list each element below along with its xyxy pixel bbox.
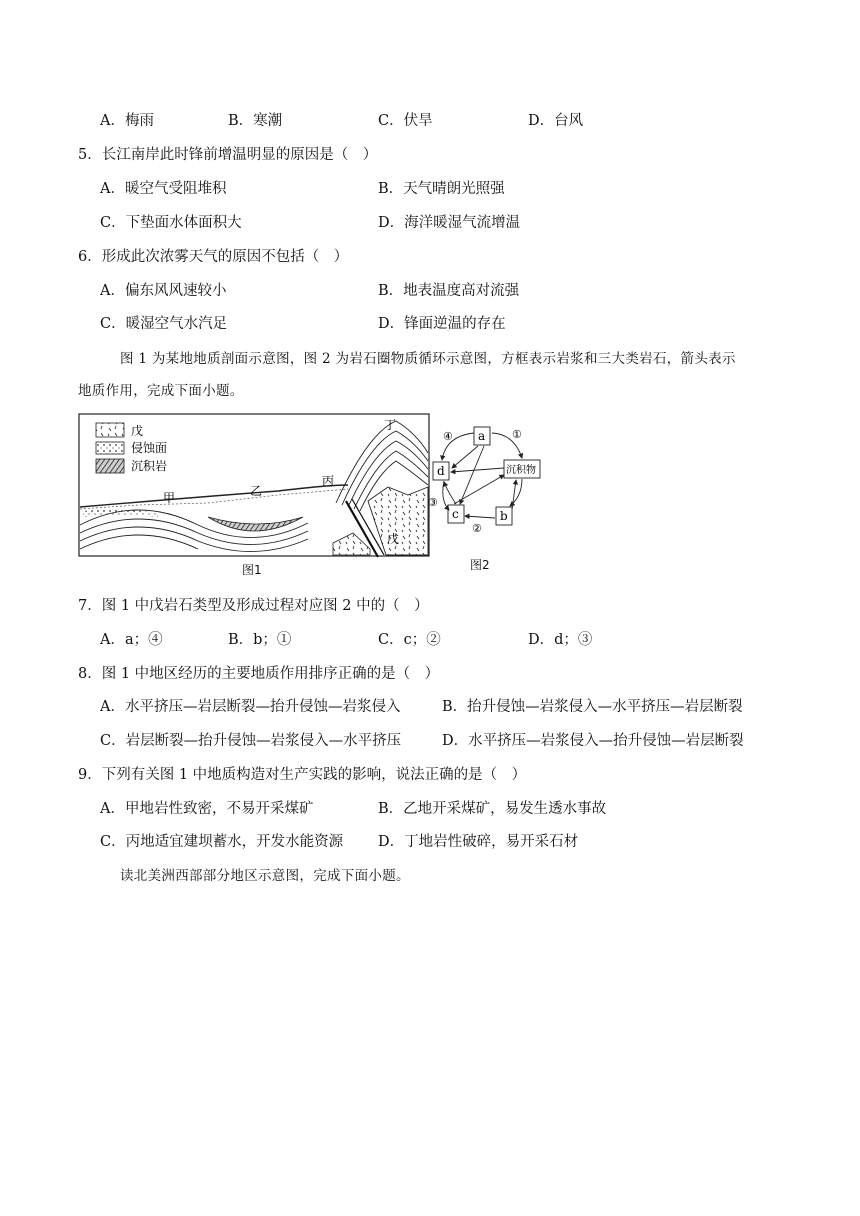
- q7-option-d: D．d；③: [528, 632, 593, 648]
- label-wu: 戊: [387, 532, 400, 546]
- q6-option-a: A．偏东风风速较小: [100, 283, 227, 299]
- intro-line-2: 地质作用，完成下面小题。: [78, 383, 244, 399]
- q8-option-a: A．水平挤压—岩层断裂—抬升侵蚀—岩浆侵入: [100, 699, 401, 715]
- box-c: c: [452, 507, 459, 521]
- q6-stem: 6．形成此次浓雾天气的原因不包括（ ）: [78, 249, 349, 265]
- box-a: a: [478, 429, 486, 443]
- q7-option-c: C．c；②: [378, 632, 441, 648]
- box-b: b: [500, 509, 508, 523]
- q7-option-a: A．a；④: [100, 632, 163, 648]
- legend-sedimentary: 沉积岩: [131, 459, 168, 473]
- q6-option-c: C．暖湿空气水汽足: [100, 316, 228, 332]
- q8-option-b: B．抬升侵蚀—岩浆侵入—水平挤压—岩层断裂: [442, 699, 743, 715]
- q8-stem: 8．图 1 中地区经历的主要地质作用排序正确的是（ ）: [78, 666, 440, 682]
- q5-option-a: A．暖空气受阻堆积: [100, 181, 227, 197]
- q8-option-d: D．水平挤压—岩浆侵入—抬升侵蚀—岩层断裂: [442, 733, 744, 749]
- box-sediment: 沉积物: [506, 465, 536, 476]
- q6-option-b: B．地表温度高对流强: [378, 283, 520, 299]
- q9-option-d: D．丁地岩性破碎，易开采石材: [378, 834, 579, 850]
- q5-option-d: D．海洋暖湿气流增温: [378, 215, 521, 231]
- q9-stem: 9．下列有关图 1 中地质构造对生产实践的影响，说法正确的是（ ）: [78, 767, 527, 783]
- intro-line-1: 图 1 为某地地质剖面示意图，图 2 为岩石圈物质循环示意图，方框表示岩浆和三大类岩石，箭头表示: [120, 351, 736, 367]
- q7-option-b: B．b；①: [228, 632, 292, 648]
- q6-option-d: D．锋面逆温的存在: [378, 316, 506, 332]
- q5-option-c: C．下垫面水体面积大: [100, 215, 242, 231]
- q8-option-c: C．岩层断裂—抬升侵蚀—岩浆侵入—水平挤压: [100, 733, 402, 749]
- q7-stem: 7．图 1 中戊岩石类型及形成过程对应图 2 中的（ ）: [78, 598, 429, 614]
- label-yi: 乙: [250, 484, 263, 498]
- label-bing: 丙: [322, 474, 335, 488]
- label-jia: 甲: [163, 491, 176, 505]
- figure-1-caption: 图1: [242, 563, 262, 577]
- q5-stem: 5．长江南岸此时锋前增温明显的原因是（ ）: [78, 147, 378, 163]
- q4-option-d: D．台风: [528, 113, 584, 129]
- num-1: ①: [512, 428, 522, 441]
- q9-option-b: B．乙地开采煤矿，易发生透水事故: [378, 801, 607, 817]
- q4-option-b: B．寒潮: [228, 113, 283, 129]
- num-2: ②: [472, 522, 482, 532]
- q9-option-a: A．甲地岩性致密，不易开采煤矿: [100, 801, 314, 817]
- legend-erosion: 侵蚀面: [131, 441, 168, 455]
- q9-option-c: C．丙地适宜建坝蓄水，开发水能资源: [100, 834, 344, 850]
- figure-2-rock-cycle: [422, 420, 552, 532]
- figure-2-caption: 图2: [470, 558, 490, 572]
- intro-2: 读北美洲西部部分地区示意图，完成下面小题。: [120, 868, 410, 884]
- figure-1-geologic-profile: [78, 413, 430, 559]
- q5-option-b: B．天气晴朗光照强: [378, 181, 505, 197]
- q4-option-a: A．梅雨: [100, 113, 154, 129]
- box-d: d: [437, 464, 445, 478]
- q4-option-c: C．伏旱: [378, 113, 433, 129]
- label-ding: 丁: [384, 418, 397, 432]
- legend-wu: 戊: [131, 424, 144, 438]
- num-4: ④: [443, 430, 453, 443]
- num-3: ③: [428, 496, 438, 509]
